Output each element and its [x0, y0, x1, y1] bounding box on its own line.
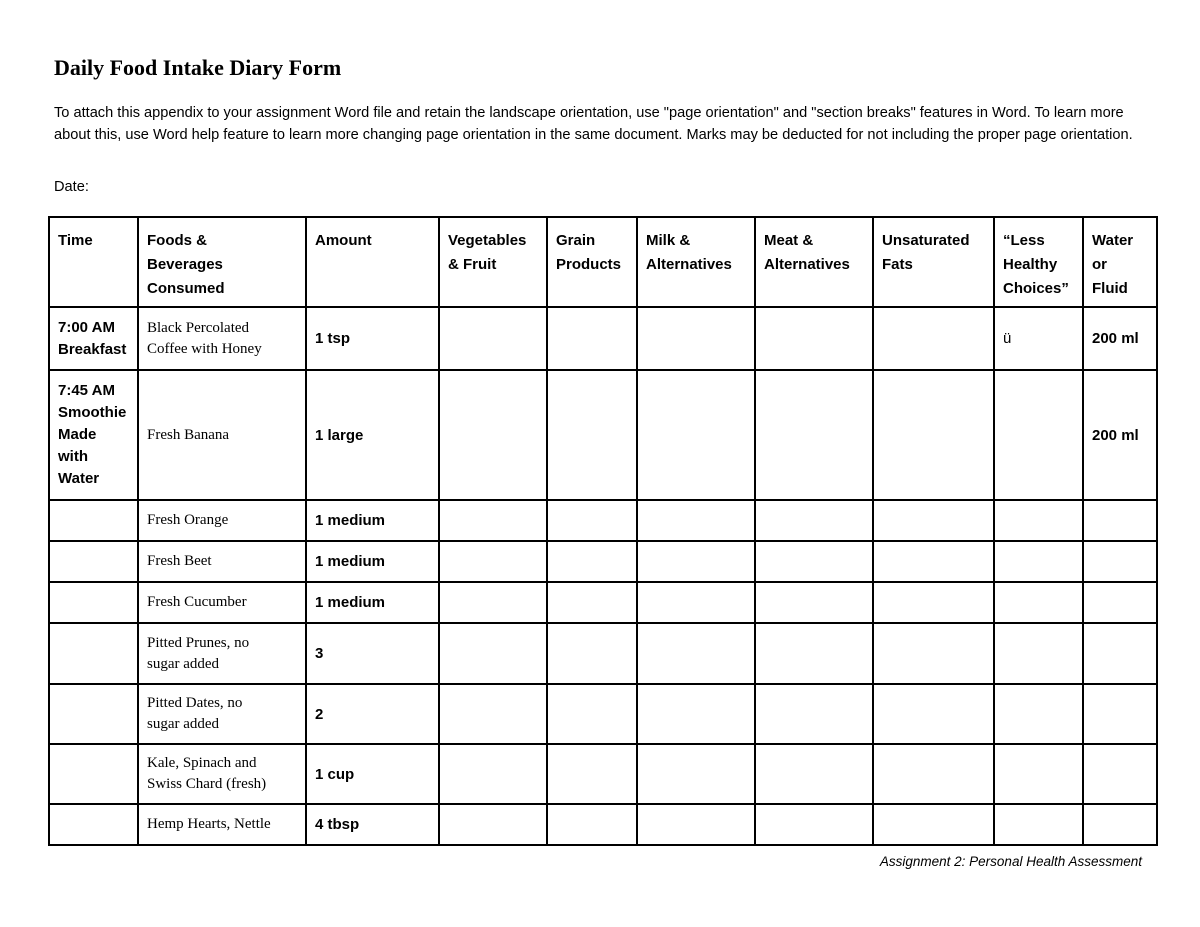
header-line: Vegetables — [448, 232, 527, 249]
time-cell — [49, 307, 138, 370]
fats-cell — [873, 541, 994, 582]
header-line: Meat & — [764, 232, 814, 249]
time-cell — [49, 804, 138, 845]
instructions-paragraph: To attach this appendix to your assignment Word file and retain the landscape orientation, use "page orientation" and "section breaks" features in Word. To learn more about this, use Word help feature to learn more changing page orientation in the same document. Marks may be deducted for not including the proper page orientation. — [54, 105, 1133, 143]
table-row — [49, 370, 1157, 500]
time-cell — [49, 684, 138, 744]
food-cell — [138, 307, 306, 370]
header-line: Amount — [315, 232, 372, 249]
header-meat — [755, 217, 873, 307]
fats-cell — [873, 500, 994, 541]
food-line: sugar added — [147, 655, 220, 672]
food-cell — [138, 582, 306, 623]
table-row — [49, 804, 1157, 845]
milk-cell — [637, 307, 755, 370]
header-line: Alternatives — [764, 256, 850, 273]
header-line: “Less — [1003, 232, 1045, 249]
meat-cell — [755, 744, 873, 804]
time-line: Made — [58, 426, 97, 443]
food-line: Swiss Chard (fresh) — [147, 776, 267, 792]
vegetables-fruit-cell — [439, 684, 547, 744]
vegetables-fruit-cell — [439, 804, 547, 845]
food-cell — [138, 684, 306, 744]
table-row — [49, 582, 1157, 623]
header-grain — [547, 217, 637, 307]
amount-cell: 1 tsp — [306, 307, 439, 370]
header-line: Beverages — [147, 256, 223, 273]
meat-cell — [755, 500, 873, 541]
grain-cell — [547, 582, 637, 623]
time-line: Water — [58, 470, 100, 487]
water-cell: 200 ml — [1083, 307, 1157, 370]
food-line: Fresh Cucumber — [147, 594, 247, 610]
less-healthy-cell — [994, 744, 1083, 804]
page-title: Daily Food Intake Diary Form — [54, 55, 342, 80]
header-line: Grain — [556, 232, 596, 249]
vegetables-fruit-cell — [439, 541, 547, 582]
header-foods — [138, 217, 306, 307]
meat-cell — [755, 804, 873, 845]
vegetables-fruit-cell — [439, 307, 547, 370]
amount-cell: 3 — [306, 623, 439, 684]
amount-cell: 1 medium — [306, 582, 439, 623]
grain-cell — [547, 370, 637, 500]
grain-cell — [547, 744, 637, 804]
header-line: Healthy — [1003, 256, 1058, 273]
amount-cell: 1 large — [306, 370, 439, 500]
milk-cell — [637, 804, 755, 845]
amount-cell: 4 tbsp — [306, 804, 439, 845]
less-healthy-cell — [994, 500, 1083, 541]
meat-cell — [755, 307, 873, 370]
meat-cell — [755, 582, 873, 623]
header-vegetables-fruit — [439, 217, 547, 307]
grain-cell — [547, 623, 637, 684]
meat-cell — [755, 623, 873, 684]
food-line: Pitted Prunes, no — [147, 634, 250, 651]
date-label: Date: — [54, 179, 89, 195]
fats-cell — [873, 582, 994, 623]
meat-cell — [755, 370, 873, 500]
table-row — [49, 307, 1157, 370]
time-cell — [49, 500, 138, 541]
vegetables-fruit-cell — [439, 744, 547, 804]
time-cell — [49, 541, 138, 582]
header-line: Fluid — [1092, 280, 1128, 297]
water-cell — [1083, 541, 1157, 582]
food-line: Kale, Spinach and — [147, 755, 257, 771]
water-cell — [1083, 582, 1157, 623]
less-healthy-cell — [994, 370, 1083, 500]
less-healthy-cell: ü — [994, 307, 1083, 370]
food-cell — [138, 541, 306, 582]
fats-cell — [873, 370, 994, 500]
less-healthy-cell — [994, 623, 1083, 684]
header-water — [1083, 217, 1157, 307]
table-row — [49, 500, 1157, 541]
grain-cell — [547, 307, 637, 370]
time-line: with — [58, 448, 88, 465]
time-cell — [49, 582, 138, 623]
time-cell — [49, 744, 138, 804]
food-cell — [138, 500, 306, 541]
header-line: or — [1092, 256, 1107, 273]
header-line: Milk & — [646, 232, 691, 249]
header-line: & Fruit — [448, 256, 497, 273]
less-healthy-cell — [994, 541, 1083, 582]
amount-cell: 1 medium — [306, 500, 439, 541]
vegetables-fruit-cell — [439, 582, 547, 623]
water-cell — [1083, 500, 1157, 541]
meat-cell — [755, 541, 873, 582]
header-time — [49, 217, 138, 307]
food-line: Pitted Dates, no — [147, 695, 243, 711]
fats-cell — [873, 623, 994, 684]
table-header-row — [49, 217, 1157, 307]
header-line: Foods & — [147, 232, 207, 249]
fats-cell — [873, 684, 994, 744]
meat-cell — [755, 684, 873, 744]
milk-cell — [637, 744, 755, 804]
fats-cell — [873, 744, 994, 804]
water-cell — [1083, 623, 1157, 684]
milk-cell — [637, 370, 755, 500]
water-cell — [1083, 684, 1157, 744]
header-amount — [306, 217, 439, 307]
grain-cell — [547, 541, 637, 582]
vegetables-fruit-cell — [439, 370, 547, 500]
header-less-healthy — [994, 217, 1083, 307]
food-line: Hemp Hearts, Nettle — [147, 816, 271, 832]
food-cell — [138, 804, 306, 845]
amount-cell: 1 medium — [306, 541, 439, 582]
food-line: Fresh Banana — [147, 426, 230, 443]
footer-text: Assignment 2: Personal Health Assessment — [879, 854, 1142, 869]
table-row — [49, 541, 1157, 582]
vegetables-fruit-cell — [439, 623, 547, 684]
food-line: Coffee with Honey — [147, 340, 262, 357]
time-cell — [49, 370, 138, 500]
fats-cell — [873, 307, 994, 370]
food-line: sugar added — [147, 716, 220, 732]
time-line: 7:00 AM — [58, 318, 115, 336]
food-cell — [138, 623, 306, 684]
table-row — [49, 623, 1157, 684]
milk-cell — [637, 684, 755, 744]
water-cell — [1083, 804, 1157, 845]
food-cell — [138, 370, 306, 500]
milk-cell — [637, 541, 755, 582]
header-fats — [873, 217, 994, 307]
time-line: Smoothie — [58, 404, 127, 421]
header-line: Unsaturated — [882, 232, 970, 249]
header-line: Time — [58, 232, 93, 249]
time-line: Breakfast — [58, 340, 127, 358]
grain-cell — [547, 804, 637, 845]
food-line: Black Percolated — [147, 319, 250, 336]
food-line: Fresh Beet — [147, 553, 212, 569]
table-row — [49, 744, 1157, 804]
milk-cell — [637, 500, 755, 541]
vegetables-fruit-cell — [439, 500, 547, 541]
table-body — [49, 307, 1157, 845]
water-cell: 200 ml — [1083, 370, 1157, 500]
header-line: Fats — [882, 256, 913, 273]
time-cell — [49, 623, 138, 684]
header-line: Alternatives — [646, 256, 732, 273]
less-healthy-cell — [994, 684, 1083, 744]
less-healthy-cell — [994, 582, 1083, 623]
grain-cell — [547, 500, 637, 541]
amount-cell: 1 cup — [306, 744, 439, 804]
fats-cell — [873, 804, 994, 845]
header-line: Water — [1092, 232, 1134, 249]
milk-cell — [637, 623, 755, 684]
food-cell — [138, 744, 306, 804]
food-diary-table — [48, 216, 1158, 846]
time-line: 7:45 AM — [58, 382, 115, 399]
header-line: Products — [556, 256, 622, 273]
header-milk — [637, 217, 755, 307]
less-healthy-cell — [994, 804, 1083, 845]
header-line: Choices” — [1003, 280, 1069, 297]
water-cell — [1083, 744, 1157, 804]
table-row — [49, 684, 1157, 744]
food-line: Fresh Orange — [147, 512, 229, 528]
amount-cell: 2 — [306, 684, 439, 744]
milk-cell — [637, 582, 755, 623]
grain-cell — [547, 684, 637, 744]
header-line: Consumed — [147, 280, 225, 297]
